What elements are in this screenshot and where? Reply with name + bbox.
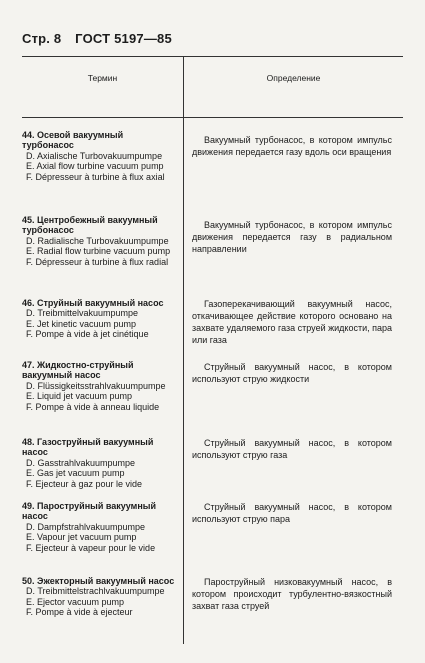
definition-text: Струйный вакуумный насос, в котором используют струю пара [192,502,392,524]
column-header-term: Термин [87,73,118,83]
term-entry [22,298,177,340]
term-title: 45. Центробежный вакуумный турбонасос [22,215,158,236]
term-title: 48. Газоструйный вакуумный насос [22,437,154,458]
term-french: F. Dépresseur à turbine à flux radial [26,256,169,267]
definition-text: Струйный вакуумный насос, в котором используют струю газа [192,438,392,460]
term-english: E. Vapour jet vacuum pump [26,532,137,543]
term-entry [22,576,177,618]
term-german: D. Axialische Turbovakuumpumpe [26,150,163,161]
term-german: D. Gasstrahlvakuumpumpe [26,457,136,468]
term-entry [22,501,177,553]
term-title: 49. Пароструйный вакуумный насос [22,501,156,522]
term-german: D. Flüssigkeitsstrahlvakuumpumpe [26,380,166,391]
term-english: E. Jet kinetic vacuum pump [26,318,137,329]
term-english: E. Liquid jet vacuum pump [26,391,133,402]
term-title: 46. Струйный вакуумный насос [22,298,164,308]
term-entry [22,215,177,267]
standard-code: ГОСТ 5197—85 [75,31,172,46]
page-number: Стр. 8 [22,31,62,46]
term-french: F. Pompe à vide à jet cinétique [26,329,149,340]
column-header-definition: Определение [266,73,321,83]
term-title: 50. Эжекторный вакуумный насос [22,576,175,586]
term-french: F. Pompe à vide à ejecteur [26,607,133,618]
term-title: 44. Осевой вакуумный турбонасос [22,130,124,151]
term-title: 47. Жидкостно-струйный вакуумный насос [22,360,134,381]
term-french: F. Pompe à vide à anneau liquide [26,401,160,412]
term-entry [22,360,177,412]
term-french: F. Dépresseur à turbine à flux axial [26,171,165,182]
term-english: E. Ejector vacuum pump [26,596,125,607]
term-german: D. Treibmittelstrachlvakuumpumpe [26,586,165,597]
table-header [22,56,403,118]
definition-text: Вакуумный турбонасос, в котором импульс движения передается газу в радиальном направлении [192,220,392,254]
term-entry [22,437,177,489]
term-english: E. Radial flow turbine vacuum pump [26,246,171,257]
column-divider [183,56,184,644]
term-english: E. Axial flow turbine vacuum pump [26,161,164,172]
definition-text: Газоперекачивающий вакуумный насос, откачивающее действие которого основано на захвате удаляемого газа струей жидкости, пара или газа [192,299,392,345]
definition-text: Струйный вакуумный насос, в котором используют струю жидкости [192,362,392,384]
term-french: F. Ejecteur à gaz pour le vide [26,478,143,489]
definition-text: Вакуумный турбонасос, в котором импульс движения передается газу вдоль оси вращения [192,135,392,157]
definition-text: Пароструйный низковакуумный насос, в котором происходит турбулентно-вязкостный захват газа струей [192,577,392,611]
term-entry [22,130,177,182]
term-german: D. Dampfstrahlvakuumpumpe [26,521,146,532]
term-english: E. Gas jet vacuum pump [26,468,125,479]
term-french: F. Ejecteur à vapeur pour le vide [26,542,156,553]
term-german: D. Treibmittelvakuumpumpe [26,308,139,319]
page-header [22,31,182,46]
term-german: D. Radialische Turbovakuumpumpe [26,235,169,246]
